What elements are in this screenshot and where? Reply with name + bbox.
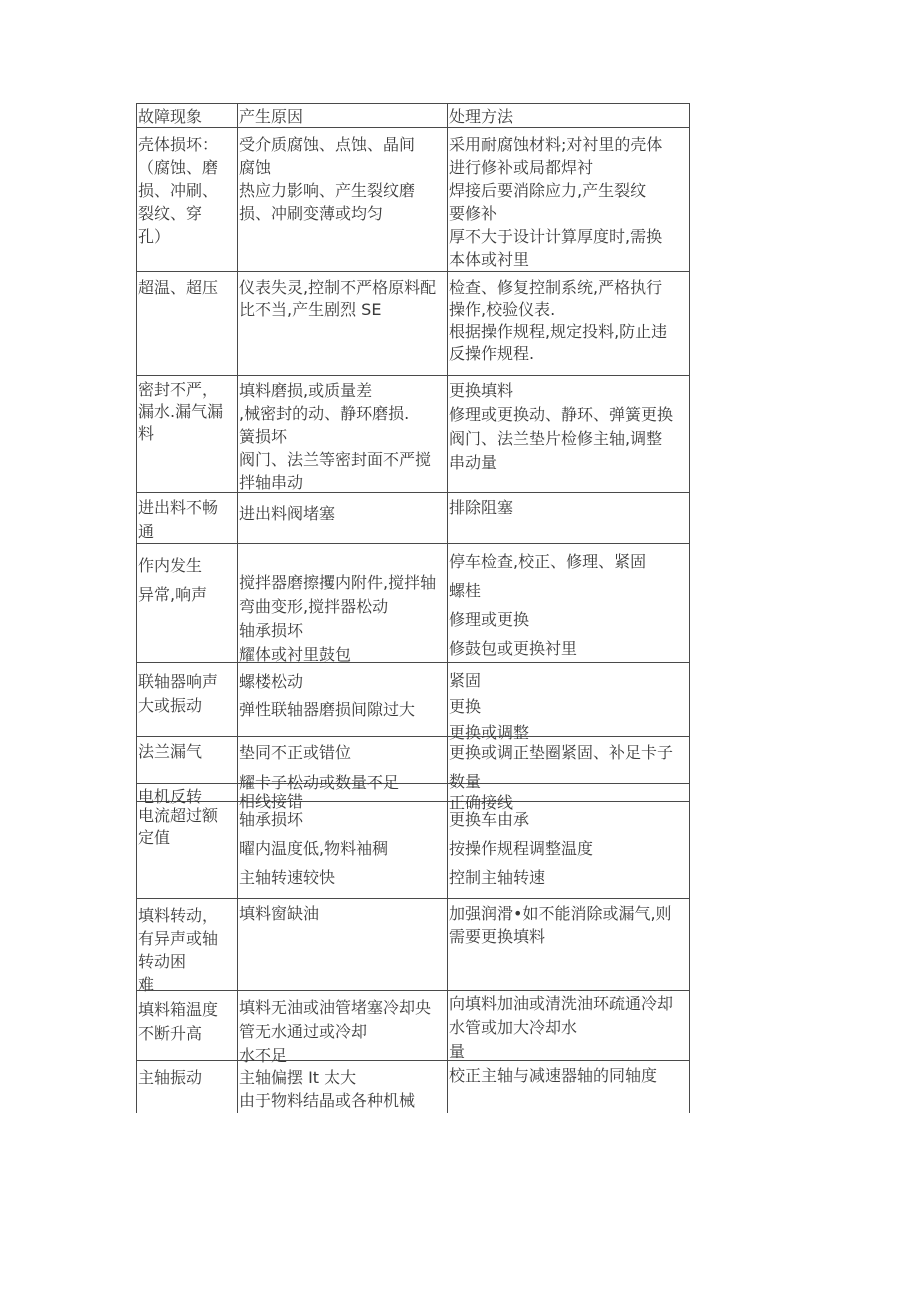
cell-line: 需要更换填料 [449, 927, 546, 946]
cell-line: 损、冲刷变薄或均匀 [239, 204, 384, 223]
symptom-cell [138, 904, 236, 994]
cause-cell [239, 791, 446, 811]
column-rule [136, 103, 137, 1113]
cell-line: 加强润滑•如不能消除或漏气,则 [449, 904, 672, 923]
cell-line: 主轴转速较快 [239, 868, 336, 887]
cause-cell [239, 277, 446, 374]
cell-line: 比不当,产生剧烈 SE [239, 300, 382, 319]
cell-line: 串动量 [449, 453, 498, 472]
column-rule [237, 103, 238, 1113]
cause-cell [239, 738, 446, 792]
cell-line: 更换或调正垫圈紧固、补足卡子 [449, 743, 674, 762]
symptom-cell [138, 670, 236, 735]
cause-cell [239, 996, 446, 1065]
cell-line: 要修补 [449, 204, 498, 223]
column-rule [689, 103, 690, 1113]
cell-line: 簧损坏 [239, 427, 288, 446]
cell-line: 耀卡子松动或数量不足 [239, 773, 400, 792]
cell-line: 超温、超压 [138, 278, 219, 297]
cell-line: 填料无油或油管堵塞冷却央 [239, 998, 432, 1017]
cell-line: 填料转动， [138, 906, 219, 925]
remedy-cell [449, 379, 688, 491]
column-rule [447, 103, 448, 1113]
cell-line: 相线接错 [239, 792, 304, 811]
cell-line: 曜内温度低,物料袖稠 [239, 839, 389, 858]
cause-cell [239, 502, 446, 542]
cell-line: 不断升高 [138, 1024, 203, 1043]
cell-line: 填料磨损,或质量差 [239, 381, 373, 400]
cell-line: 采用耐腐蚀材料;对衬里的壳体 [449, 135, 663, 154]
remedy-cell [449, 738, 688, 791]
cell-line: 紧固 [449, 671, 482, 690]
cell-line: 停车检查,校正、修理、紧固 [449, 552, 647, 571]
cell-line: 通 [138, 522, 155, 541]
cell-line: 孔） [138, 227, 171, 246]
row-rule [136, 103, 690, 104]
symptom-cell [138, 277, 236, 374]
symptom-cell [138, 1066, 236, 1112]
cell-line: 修理或更换 [449, 610, 530, 629]
cell-line: 壳体损坏： [138, 135, 219, 154]
remedy-cell [449, 496, 688, 542]
cell-line: 定值 [138, 828, 171, 847]
cell-line: ,械密封的动、静环磨损. [239, 404, 410, 423]
remedy-cell [449, 992, 688, 1059]
cell-line: 转动困 [138, 952, 187, 971]
symptom-cell [138, 496, 236, 542]
cell-line: 校正主轴与减速器轴的同轴度 [449, 1066, 658, 1085]
header-cell: 故障现象 [138, 107, 203, 126]
cell-line: 搅拌器磨擦攫内附件,搅拌轴 [239, 573, 437, 592]
symptom-cell [138, 551, 236, 661]
cell-line: 难 [138, 975, 155, 994]
remedy-cell [449, 668, 688, 742]
cell-line: 更换车由承 [449, 810, 530, 829]
cause-cell [239, 1066, 446, 1112]
cause-cell [239, 133, 446, 270]
cell-line: 填料窗缺油 [239, 904, 320, 923]
cell-line: 异常,响声 [138, 585, 208, 604]
cell-line: 仪表失灵,控制不严格原料配 [239, 278, 437, 297]
cell-line: 操作,校验仪表. [449, 300, 556, 319]
cell-line: 管无水通过或冷却 [239, 1022, 368, 1041]
cell-line: 腐蚀 [239, 158, 272, 177]
symptom-cell [138, 738, 236, 782]
cell-line: 阀门、法兰等密封面不严搅 [239, 450, 432, 469]
cell-line: 厚不大于设计计算厚度时,需换 [449, 227, 663, 246]
cause-cell [239, 379, 446, 491]
cell-line: 检查、修复控制系统,严格执行 [449, 278, 663, 297]
cell-line: 修理或更换动、静环、弹簧更换 [449, 405, 674, 424]
cell-line: 反操作规程. [449, 344, 535, 363]
cause-cell [239, 805, 446, 897]
cell-line: 主轴振动 [138, 1068, 203, 1087]
remedy-cell [449, 902, 688, 989]
cell-line: 进出料阀堵塞 [239, 504, 336, 523]
cell-line: 根据操作规程,规定投料,防止违 [449, 322, 668, 341]
cell-line: 料 [138, 424, 155, 443]
cell-line: 排除阻塞 [449, 498, 514, 517]
cell-line: 大或振动 [138, 696, 203, 715]
remedy-cell [449, 547, 688, 661]
cell-line: 拌轴串动 [239, 473, 304, 492]
row-rule [136, 271, 690, 272]
cell-line: 轴承损坏 [239, 621, 304, 640]
remedy-cell [449, 1064, 688, 1112]
cell-line: 受介质腐蚀、点蚀、晶间 [239, 135, 416, 154]
cell-line: 进出料不畅 [138, 498, 219, 517]
cell-line: 热应力影响、产生裂纹磨 [239, 181, 416, 200]
cell-line: 数量 [449, 772, 482, 791]
remedy-cell [449, 791, 688, 812]
symptom-cell [138, 379, 236, 491]
cell-line: 量 [449, 1042, 466, 1061]
cell-line: 电流超过额 [138, 806, 219, 825]
cell-line: 螺楼松动 [239, 672, 304, 691]
cell-line: 耀体或衬里鼓包 [239, 645, 352, 664]
cell-line: 焊接后要消除应力,产生裂纹 [449, 181, 647, 200]
cell-line: 漏水.漏气漏 [138, 402, 224, 421]
cell-line: 弹性联轴器磨损间隙过大 [239, 700, 416, 719]
cell-line: 控制主轴转速 [449, 868, 546, 887]
cell-line: 进行修补或局都焊衬 [449, 158, 594, 177]
cell-line: 轴承损坏 [239, 810, 304, 829]
cell-line: 向填料加油或清洗油环疏通冷却 [449, 994, 674, 1013]
cell-line: 由于物料结晶或各种机械 [239, 1091, 416, 1110]
remedy-cell [449, 133, 688, 270]
cell-line: 更换填料 [449, 381, 514, 400]
cell-line: 作内发生 [138, 556, 203, 575]
cell-line: 密封不严， [138, 380, 219, 399]
cell-line: 法兰漏气 [138, 742, 203, 761]
symptom-cell [138, 133, 236, 270]
cell-line: 按操作规程调整温度 [449, 839, 594, 858]
cell-line: 水管或加大冷却水 [449, 1018, 578, 1037]
cell-line: 水不足 [239, 1046, 288, 1065]
cause-cell [239, 571, 446, 664]
cell-line: 垫同不正或错位 [239, 743, 352, 762]
cell-line: 裂纹、穿 [138, 204, 203, 223]
cell-line: 主轴偏摆 It 太大 [239, 1068, 357, 1087]
cause-cell [239, 668, 446, 735]
row-rule [136, 127, 690, 128]
fault-table [136, 103, 690, 1113]
cell-line: 联轴器响声 [138, 672, 219, 691]
row-rule [136, 375, 690, 376]
cell-line: 损、冲刷、 [138, 181, 219, 200]
header-cell: 处理方法 [449, 107, 514, 126]
symptom-cell [138, 785, 236, 806]
cause-cell [239, 902, 446, 989]
cell-line: 弯曲变形,搅拌器松动 [239, 597, 389, 616]
symptom-cell [138, 805, 236, 897]
cell-line: 更换 [449, 697, 482, 716]
cell-line: （腐蚀、磨 [138, 158, 219, 177]
remedy-cell [449, 805, 688, 897]
cell-line: 修鼓包或更换衬里 [449, 639, 578, 658]
symptom-cell [138, 998, 236, 1059]
cell-line: 阀门、法兰垫片检修主轴,调整 [449, 429, 663, 448]
remedy-cell [449, 277, 688, 374]
header-cell: 产生原因 [239, 107, 304, 126]
cell-line: 电机反转 [138, 787, 203, 806]
cell-line: 本体或衬里 [449, 250, 530, 269]
row-rule [136, 898, 690, 899]
cell-line: 螺桂 [449, 581, 482, 600]
cell-line: 有异声或轴 [138, 929, 219, 948]
cell-line: 正确接线 [449, 793, 514, 812]
cell-line: 更换或调整 [449, 723, 530, 742]
cell-line: 填料箱温度 [138, 1000, 219, 1019]
